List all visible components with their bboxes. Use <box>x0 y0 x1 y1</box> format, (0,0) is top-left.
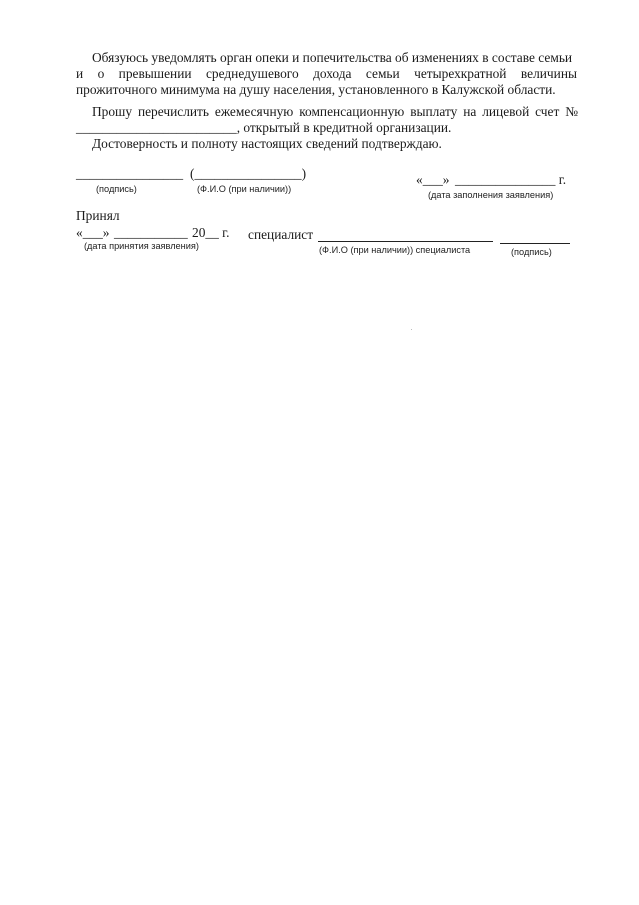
specialist-label: специалист <box>248 227 314 242</box>
accept-year: 20__ г. <box>192 225 230 240</box>
accept-date-month: ___________ <box>114 225 188 240</box>
para2-line1: Прошу перечислить ежемесячную компенсационную выплату на лицевой счет № <box>92 104 578 119</box>
para1-line1: Обязуюсь уведомлять орган опеки и попечительства об изменениях в составе семьи <box>92 50 573 65</box>
specialist-fio-line <box>318 241 493 242</box>
fill-date-caption: (дата заполнения заявления) <box>428 190 554 200</box>
specialist-signature-line <box>500 243 570 244</box>
scan-speck <box>411 329 412 330</box>
signature-caption: (подпись) <box>96 184 137 194</box>
para1-line3: прожиточного минимума на душу населения, установленного в Калужской области. <box>76 82 556 97</box>
fio-field: (________________) <box>190 166 307 181</box>
fio-caption: (Ф.И.О (при наличии)) <box>197 184 292 194</box>
accept-date-day: «___» <box>76 225 110 240</box>
specialist-fio-caption: (Ф.И.О (при наличии)) специалиста <box>319 245 471 255</box>
fill-date-month-year: _______________ г. <box>455 172 567 187</box>
para3: Достоверность и полноту настоящих сведений подтверждаю. <box>92 136 442 151</box>
fill-date-day: «___» <box>416 172 450 187</box>
signature-line: ________________ <box>76 166 184 181</box>
para1-line2: и о превышении среднедушевого дохода семьи четырехкратной величины <box>76 66 577 81</box>
accept-date-caption: (дата принятия заявления) <box>84 241 199 251</box>
para2-line2: ________________________, открытый в кредитной организации. <box>76 120 452 135</box>
accepted-title: Принял <box>76 208 120 223</box>
specialist-signature-caption: (подпись) <box>511 247 552 257</box>
